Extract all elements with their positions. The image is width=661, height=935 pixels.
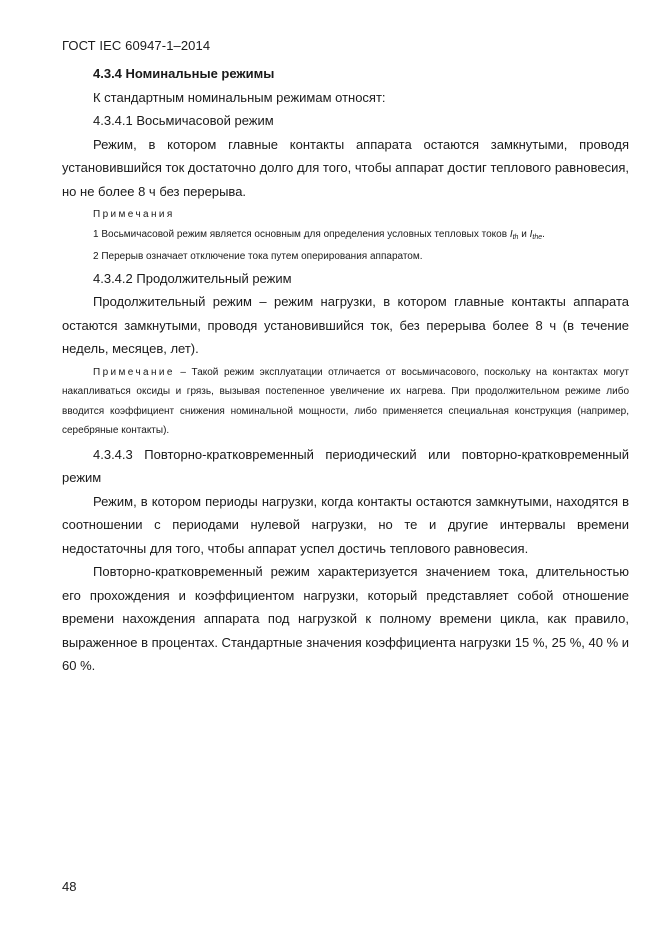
document-body — [62, 62, 629, 678]
subsection-title-2: 4.3.4.2 Продолжительный режим — [93, 270, 292, 286]
subsection-body-3b: Повторно-кратковременный режим характеризуется значением тока, длительностью его прохождения и коэффициентом нагрузки, который представляет собой отношение времени нахождения аппарата под нагрузкой к полному времени цикла, как правило, выраженное в процентах. Стандартные значения коэффициента нагрузки 15 %, 25 %, 40 % и 60 %. — [62, 564, 630, 673]
note-2: 2 Перерыв означает отключение тока путем оперирования аппаратом. — [93, 251, 423, 262]
note-1-ith-symbol: I — [509, 228, 513, 240]
note-continuous — [62, 363, 629, 441]
note-1-text: 1 Восьмичасовой режим является основным для определения условных тепловых токов — [93, 228, 510, 240]
subsection-body-3a: Режим, в котором периоды нагрузки, когда контакты остаются замкнутыми, находятся в соотношении с периодами нулевой нагрузки, но те и другие интервалы времени недостаточны для того, чтобы аппарат успел достичь теплового равновесия. — [62, 493, 629, 556]
subsection-title-1: 4.3.4.1 Восьмичасовой режим — [93, 113, 274, 128]
note-1-and: и — [518, 228, 530, 240]
section-intro: К стандартным номинальным режимам относят: — [93, 89, 386, 105]
note-1-ithe-sub: the — [532, 233, 543, 241]
page-number: 48 — [62, 879, 77, 894]
note-1-ithe-symbol: I — [529, 228, 533, 240]
note-1-end: . — [542, 228, 545, 240]
subsection-body-1: Режим, в котором главные контакты аппарата остаются замкнутыми, проводя установившийся ток достаточно долго для того, чтобы аппарат достиг теплового равновесия, но не более 8 ч без перерыва. — [62, 136, 629, 199]
note-1 — [62, 225, 629, 248]
document-header: ГОСТ IEC 60947-1–2014 — [62, 38, 211, 53]
note-continuous-label: Примечание — [93, 366, 175, 378]
notes-label: Примечания — [93, 209, 175, 220]
note-continuous-text: – Такой режим эксплуатации отличается от восьмичасового, поскольку на контактах могут накапливаться оксиды и грязь, вызывая постепенное увеличение их нагрева. При продолжительном режиме либо вводится коэффициент снижения номинальной мощности, либо применяется специальная конструкция (например, серебряные контакты). — [62, 366, 629, 436]
subsection-body-2: Продолжительный режим – режим нагрузки, в котором главные контакты аппарата остаются замкнутыми, проводя установившийся ток, без перерыва более 8 ч (в течение недель, месяцев, лет). — [62, 294, 629, 356]
subsection-title-3: 4.3.4.3 Повторно-кратковременный периодический или повторно-кратковременный режим — [62, 446, 629, 485]
section-title: 4.3.4 Номинальные режимы — [93, 66, 275, 81]
note-1-ith-sub: th — [512, 233, 519, 241]
